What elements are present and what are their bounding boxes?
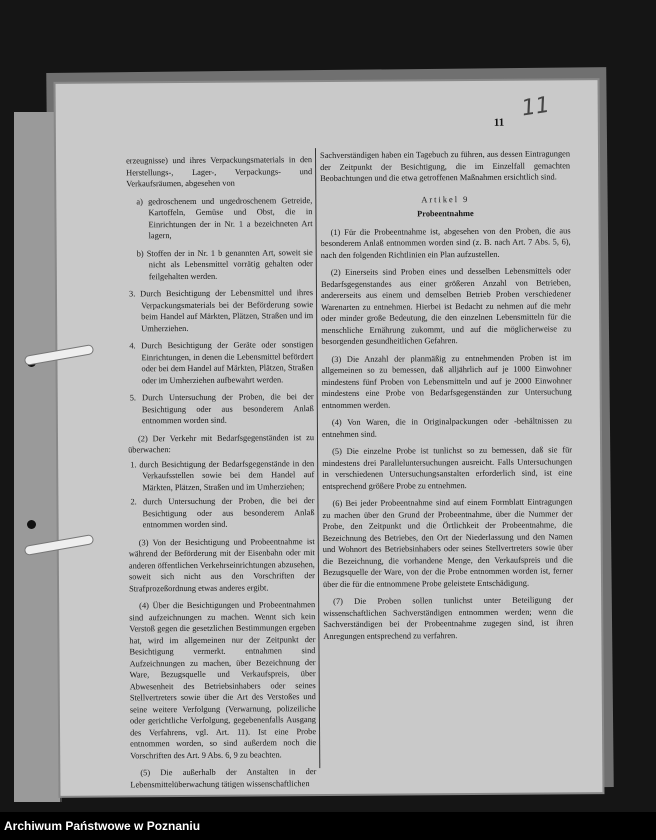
list-item: 1. durch Besichtigung der Bedarfsgegenstände in den Verkaufsstellen sowie bei dem Handel auf Märkten, Plätzen, Straßen und im Umherziehen; (130, 458, 315, 492)
document-page (56, 80, 603, 796)
punch-hole (27, 520, 36, 529)
handwritten-page-number: 11 (519, 92, 552, 122)
page-number: 11 (493, 116, 505, 129)
article-heading: Artikel 9 (421, 194, 470, 204)
paragraph: (1) Für die Probeentnahme ist, abgesehen von den Proben, die aus besonderem Anlaß entnommen worden sind (z. B. nach Art. 7 Abs. 5, 6), nach den folgenden Richtlinien ein Plan aufzustellen. (320, 225, 571, 260)
list-item: 3. Durch Besichtigung der Lebensmittel und ihres Verpackungsmaterials bei der Beförderung sowie beim Handel auf Märkten, Plätzen, Straßen und im Umherziehen. (128, 288, 314, 333)
paragraph: (4) Über die Besichtigungen und Probeentnahmen sind aufzeichnungen zu machen. Wennt sich kein Verstoß gegen die gesetzlichen Bestimmungen ergeben hat, wird im allgemeinen nur der Zeitpunkt der Besichtigung vermerkt. entnahmen sind Aufzeichnungen zu machen, über Bezeichnung der Ware, Bezugsquelle und Verkaufspreis, über Abwesenheit des Betriebsinhabers oder seines Stellvertreters sowie über die Art des Verstoßes und seine weitere Verfolgung (Verwarnung, polizeiliche oder gerichtliche Verfolgung, gegebenenfalls Ausgang des Verfahrens, vgl. Art. 11). Ist eine Probe entnommen worden, so sind außerdem noch die Vorschriften des Art. 9 Abs. 6, 9 zu beachten. (129, 600, 317, 760)
column-divider (315, 148, 320, 768)
previous-page-edge (14, 112, 62, 802)
list-item: 5. Durch Untersuchung der Proben, die bei der Besichtigung oder aus besonderem Anlaß entnommen worden sind. (129, 392, 314, 426)
paragraph: (6) Bei jeder Probeentnahme sind auf einem Formblatt Eintragungen zu machen über den Grund der Probeentnahme, über die Nummer der Probe, den Zeitpunkt und die Örtlichkeit der Probeentnahme, die Bezeichnung des Betriebes, den Ort der Niederlassung und den Namen und Wohnort des Betriebsinhabers oder seines Stellvertreters sowie über die Bezeichnung, die vorhandene Menge, den Verkaufspreis und die Bezugsquelle der Ware, von der die Probe entnommen worden ist, ferner über die für die entnommene Probe geleistete Entschädigung. (322, 497, 573, 589)
paragraph: (2) Der Verkehr mit Bedarfsgegenständen ist zu überwachen: (128, 432, 315, 455)
list-item: 4. Durch Besichtigung der Geräte oder sonstigen Einrichtungen, in denen die Lebensmittel befördert oder bei dem Handel auf Märkten, Plätzen, Straßen oder im Umherziehen aufbewahrt werden. (129, 340, 314, 385)
article-title: Probeentnahme (417, 208, 474, 219)
paragraph: (3) Von der Besichtigung und Probeentnahme ist während der Beförderung mit der Eisenbahn oder mit anderen öffentlichen Verkehrseinrichtungen abzusehen, soweit sich nicht aus den Vorschriften der Strafprozeßordnung etwas anderes ergibt. (128, 536, 315, 593)
paragraph: erzeugnisse) und ihres Verpackungsmaterials in den Herstellungs-, Lager-, Verpackungs- und Verkaufsräumen, abgesehen von (126, 155, 313, 189)
paragraph: (5) Die außerhalb der Anstalten in der Lebensmittelüberwachung tätigen wissenschaftlichen (130, 767, 317, 789)
paragraph: (2) Einerseits sind Proben eines und desselben Lebensmittels oder Bedarfsgegenstandes aus einer größeren Anzahl von Betrieben, andererseits aus einem und demselben Betrieb Proben verschiedener Warenarten zu entnehmen. Hierbei ist Bedacht zu nehmen auf die mehr oder minder große Bedeutung, die den einzelnen Lebensmitteln für die menschliche Ernährung zukommt, und auf die möglicherweise zu besorgenden gesundheitlichen Gefahren. (320, 266, 572, 347)
list-item: a) gedroschenem und ungedroschenem Getreide, Kartoffeln, Gemüse und Obst, die in Einrichtungen der in Nr. 1 a bezeichneten Art lagern, (136, 195, 313, 241)
list-item: b) Stoffen der in Nr. 1 b genannten Art, soweit sie nicht als Lebensmittel vorrätig gehalten oder feilgehalten werden. (136, 247, 313, 281)
paragraph: (5) Die einzelne Probe ist tunlichst so zu bemessen, daß sie für mindestens drei Paralleluntersuchungen ausreicht. Falls Untersuchungen in verschiedenen Untersuchungsanstalten erforderlich sind, ist eine entsprechend größere Probe zu entnehmen. (322, 445, 573, 491)
right-column (320, 148, 573, 648)
list-item: 2. durch Untersuchung der Proben, die bei der Besichtigung oder aus besonderem Anlaß entnommen worden sind. (130, 496, 315, 530)
paragraph: Sachverständigen haben ein Tagebuch zu führen, aus dessen Eintragungen der Zeitpunkt der Besichtigung, die im Einzelfall gemachten Beobachtungen und die etwa getroffenen Maßnahmen ersichtlich sind. (319, 149, 571, 184)
paragraph: (7) Die Proben sollen tunlichst unter Beteiligung der wissenschaftlichen Sachverständigen entnommen werden; wenn die Sachverständigen bei der Probeentnahme zugegen sind, ist ihren Anregungen entsprechend zu verfahren. (323, 595, 574, 641)
archive-caption: Archiwum Państwowe w Poznaniu (4, 819, 201, 833)
left-column (126, 154, 316, 796)
archive-caption-bar (0, 812, 656, 840)
paragraph: (3) Die Anzahl der planmäßig zu entnehmenden Proben ist im allgemeinen so zu bemessen, daß alljährlich auf je 1000 Einwohner mindestens fünf Proben von Lebensmitteln und auf je 2000 Einwohner mindestens eine Probe von Bedarfsgegenständen zur Untersuchung entnommen werden. (321, 352, 572, 410)
paragraph: (4) Von Waren, die in Originalpackungen oder -behältnissen zu entnehmen sind. (321, 416, 572, 439)
